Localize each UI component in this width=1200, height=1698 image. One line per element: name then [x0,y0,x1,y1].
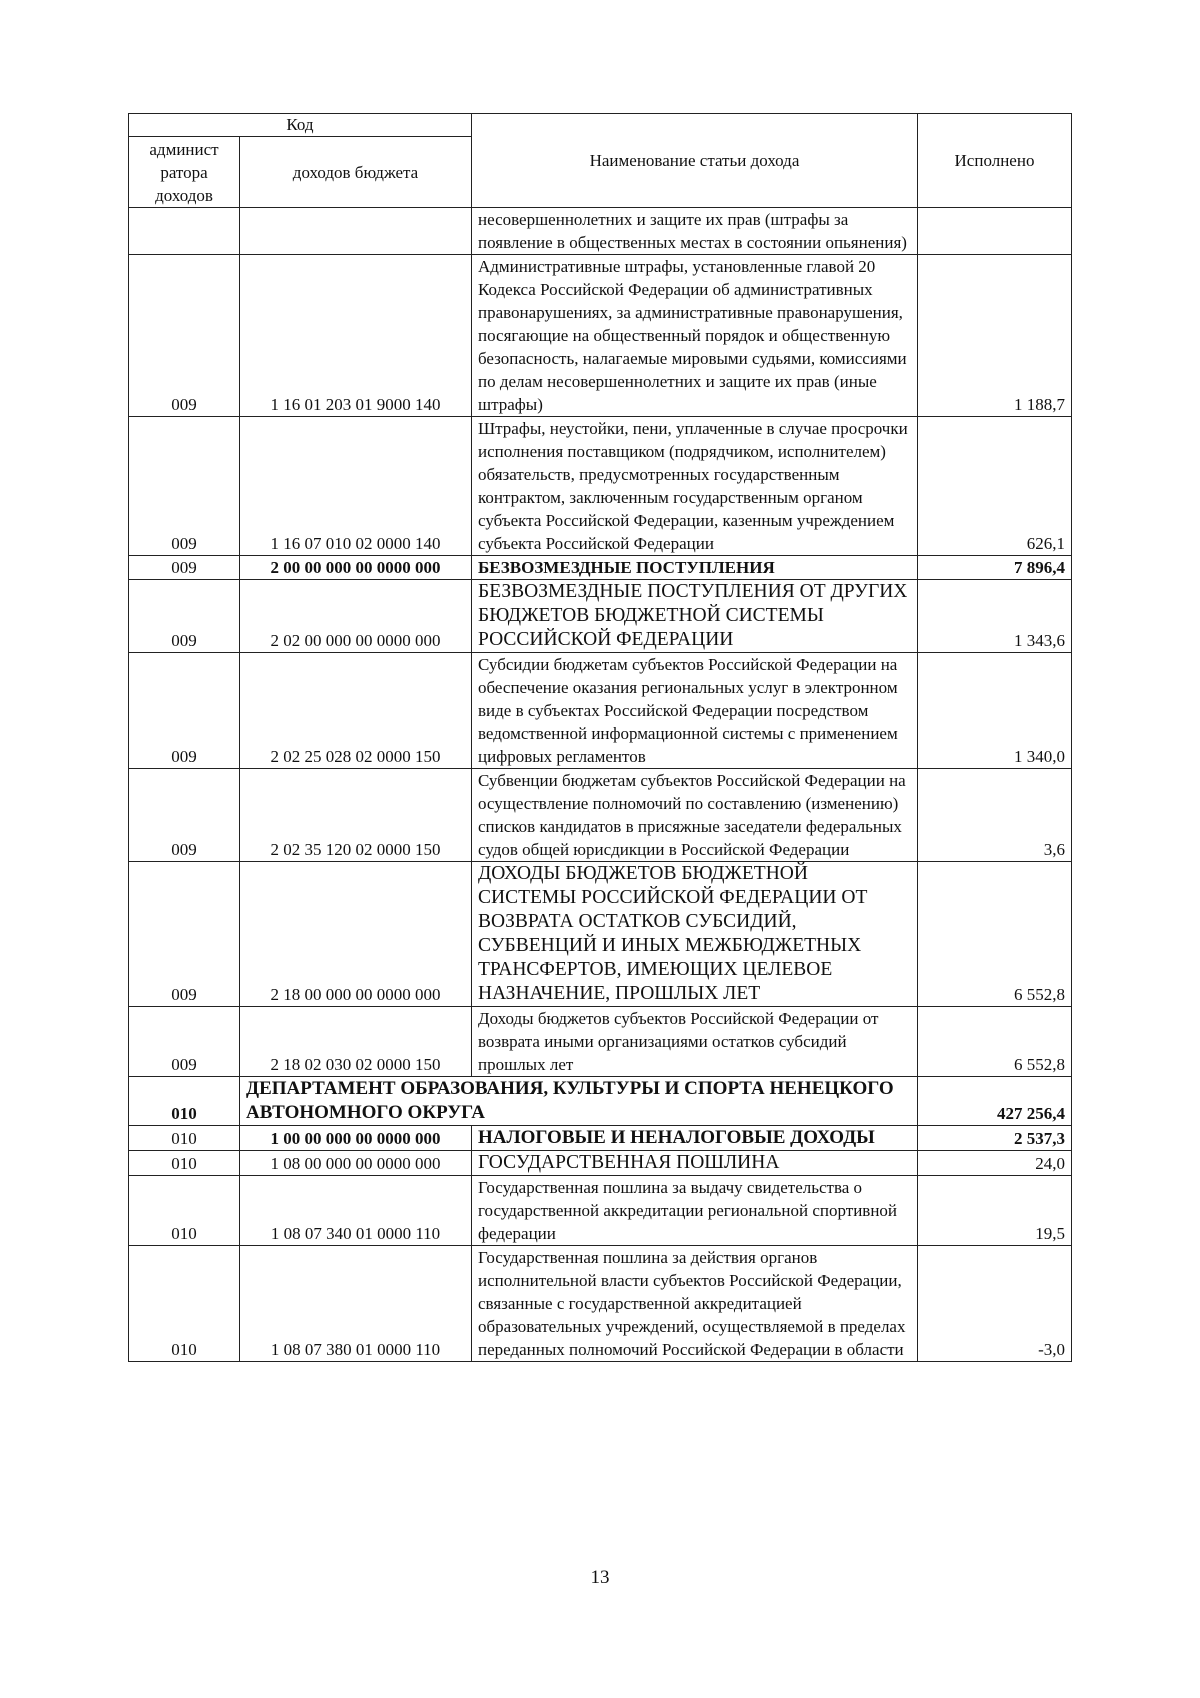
admin-code: 009 [129,417,240,556]
amount: 7 896,4 [918,556,1072,580]
revenue-name: БЕЗВОЗМЕЗДНЫЕ ПОСТУПЛЕНИЯ [472,556,918,580]
table-row [129,1176,1072,1246]
table-row [129,580,1072,653]
budget-code: 2 02 35 120 02 0000 150 [240,769,472,862]
amount: 6 552,8 [918,862,1072,1007]
admin-code: 009 [129,1007,240,1077]
budget-code: 1 00 00 000 00 0000 000 [240,1126,472,1151]
table-row [129,862,1072,1007]
department-amount: 427 256,4 [918,1077,1072,1126]
table-row [129,1246,1072,1362]
table-row [129,208,1072,255]
revenue-name: Субвенции бюджетам субъектов Российской Федерации на осуществление полномочий по составлению (изменению) списков кандидатов в присяжные заседатели федеральных судов общей юрисдикции в Российской Федерации [472,769,918,862]
table-row [129,255,1072,417]
amount: 19,5 [918,1176,1072,1246]
amount: 1 188,7 [918,255,1072,417]
table-row [129,1151,1072,1176]
revenue-name: Доходы бюджетов субъектов Российской Федерации от возврата иными организациями остатков субсидий прошлых лет [472,1007,918,1077]
admin-code: 010 [129,1176,240,1246]
admin-code: 009 [129,769,240,862]
revenue-name: ГОСУДАРСТВЕННАЯ ПОШЛИНА [472,1151,918,1176]
table-row [129,1126,1072,1151]
department-name: ДЕПАРТАМЕНТ ОБРАЗОВАНИЯ, КУЛЬТУРЫ И СПОРТА НЕНЕЦКОГО АВТОНОМНОГО ОКРУГА [240,1077,918,1126]
revenue-name: ДОХОДЫ БЮДЖЕТОВ БЮДЖЕТНОЙ СИСТЕМЫ РОССИЙСКОЙ ФЕДЕРАЦИИ ОТ ВОЗВРАТА ОСТАТКОВ СУБСИДИЙ, СУБВЕНЦИЙ И ИНЫХ МЕЖБЮДЖЕТНЫХ ТРАНСФЕРТОВ, ИМЕЮЩИХ ЦЕЛЕВОЕ НАЗНАЧЕНИЕ, ПРОШЛЫХ ЛЕТ [472,862,918,1007]
amount: 24,0 [918,1151,1072,1176]
revenue-name: Государственная пошлина за действия органов исполнительной власти субъектов Российской Федерации, связанные с государственной аккредитацией образовательных учреждений, осуществляемой в пределах переданных полномочий Российской Федерации в области [472,1246,918,1362]
amount [918,208,1072,255]
admin-code: 009 [129,862,240,1007]
admin-code: 010 [129,1151,240,1176]
budget-code: 2 18 00 000 00 0000 000 [240,862,472,1007]
budget-code: 1 08 07 380 01 0000 110 [240,1246,472,1362]
revenue-name: Субсидии бюджетам субъектов Российской Федерации на обеспечение оказания региональных услуг в электронном виде в субъектах Российской Федерации посредством ведомственной информационной системы с применением цифровых регламентов [472,653,918,769]
header-name: Наименование статьи дохода [472,114,918,208]
department-admin-code: 010 [129,1077,240,1126]
table-row [129,417,1072,556]
budget-code [240,208,472,255]
budget-code: 2 02 25 028 02 0000 150 [240,653,472,769]
revenue-name: НАЛОГОВЫЕ И НЕНАЛОГОВЫЕ ДОХОДЫ [472,1126,918,1151]
header-kod: Код [129,114,472,137]
budget-code: 2 00 00 000 00 0000 000 [240,556,472,580]
admin-code [129,208,240,255]
amount: 6 552,8 [918,1007,1072,1077]
budget-code: 1 16 07 010 02 0000 140 [240,417,472,556]
budget-code: 2 02 00 000 00 0000 000 [240,580,472,653]
revenue-name: Административные штрафы, установленные главой 20 Кодекса Российской Федерации об административных правонарушениях, за административные правонарушения, посягающие на общественный порядок и общественную безопасность, налагаемые мировыми судьями, комиссиями по делам несовершеннолетних и защите их прав (иные штрафы) [472,255,918,417]
amount: 626,1 [918,417,1072,556]
table-row [129,1007,1072,1077]
revenue-name: БЕЗВОЗМЕЗДНЫЕ ПОСТУПЛЕНИЯ ОТ ДРУГИХ БЮДЖЕТОВ БЮДЖЕТНОЙ СИСТЕМЫ РОССИЙСКОЙ ФЕДЕРАЦИИ [472,580,918,653]
admin-code: 009 [129,556,240,580]
revenue-name: Штрафы, неустойки, пени, уплаченные в случае просрочки исполнения поставщиком (подрядчиком, исполнителем) обязательств, предусмотренных государственным контрактом, заключенным государственным органом субъекта Российской Федерации, казенным учреждением субъекта Российской Федерации [472,417,918,556]
table-row [129,769,1072,862]
admin-code: 009 [129,255,240,417]
admin-code: 009 [129,580,240,653]
department-row [129,1077,1072,1126]
admin-code: 010 [129,1126,240,1151]
budget-code: 1 08 07 340 01 0000 110 [240,1176,472,1246]
table-row [129,653,1072,769]
amount: 1 340,0 [918,653,1072,769]
admin-code: 010 [129,1246,240,1362]
revenue-name: несовершеннолетних и защите их прав (штрафы за появление в общественных местах в состоянии опьянения) [472,208,918,255]
amount: -3,0 [918,1246,1072,1362]
header-amount: Исполнено [918,114,1072,208]
table-row [129,556,1072,580]
budget-code: 1 08 00 000 00 0000 000 [240,1151,472,1176]
header-budget-code: доходов бюджета [240,137,472,208]
amount: 2 537,3 [918,1126,1072,1151]
budget-code: 2 18 02 030 02 0000 150 [240,1007,472,1077]
amount: 1 343,6 [918,580,1072,653]
header-admin: админист ратора доходов [129,137,240,208]
budget-code: 1 16 01 203 01 9000 140 [240,255,472,417]
amount: 3,6 [918,769,1072,862]
page-number: 13 [590,1567,610,1588]
admin-code: 009 [129,653,240,769]
revenue-table [128,113,1072,1362]
revenue-name: Государственная пошлина за выдачу свидетельства о государственной аккредитации региональной спортивной федерации [472,1176,918,1246]
